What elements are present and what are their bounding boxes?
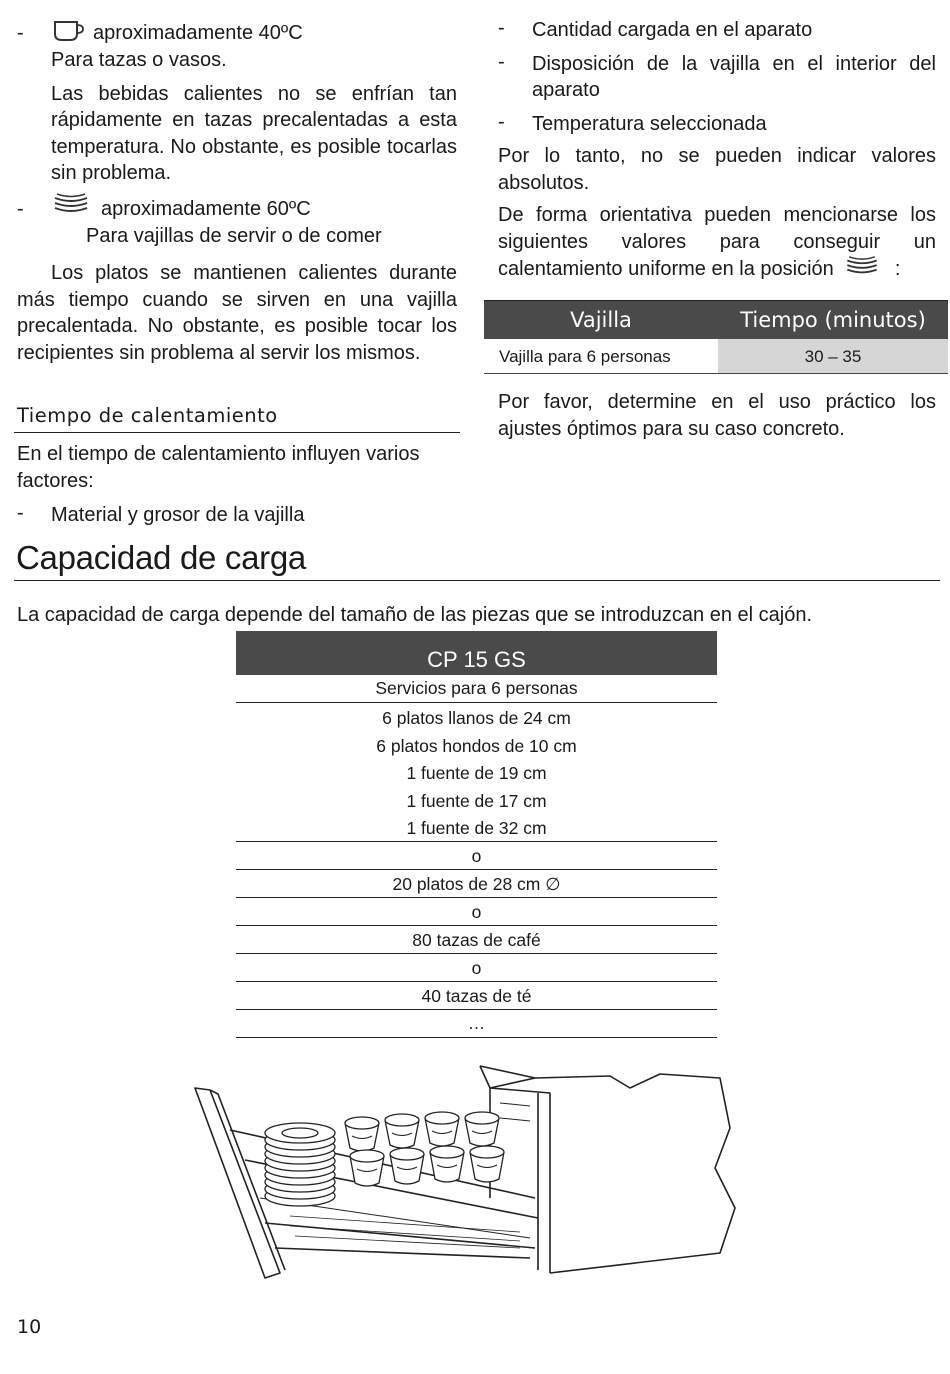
factor-bullet	[498, 51, 936, 104]
factor-amount: Cantidad cargada en el aparato	[532, 19, 813, 41]
table-row: 1 fuente de 19 cm	[406, 763, 547, 783]
table-row: …	[236, 1010, 717, 1038]
temp-item-60	[17, 196, 457, 224]
list-dash: -	[498, 110, 505, 133]
capacity-intro: La capacidad de carga depende del tamaño de las piezas que se introduzcan en el cajón.	[17, 604, 813, 626]
list-dash: -	[17, 22, 24, 44]
paragraph-plates: Los platos se mantienen calientes durante más tiempo cuando se sirven en una vajilla precalentada. No obstante, es posible tocar los recipientes sin problema al servir los mismos.	[17, 262, 457, 364]
right-column	[498, 17, 936, 283]
capacity-row-servings: Servicios para 6 personas	[375, 678, 578, 698]
section-rule	[14, 580, 940, 581]
temp-label-40: aproximadamente 40ºC	[93, 22, 303, 44]
paragraph-optimal: Por favor, determine en el uso práctico los ajustes óptimos para su caso concreto.	[498, 391, 936, 440]
left-column	[17, 20, 457, 366]
table-row: 1 fuente de 17 cm	[406, 790, 547, 811]
factor-material: Material y grosor de la vajilla	[51, 504, 305, 526]
model-name: CP 15 GS	[427, 647, 526, 672]
paragraph-guidance-text: De forma orientativa pueden mencionarse los siguientes valores para conseguir un calentamiento uniforme en la posición	[498, 204, 936, 280]
drawer-illustration	[190, 1048, 760, 1293]
cell-dishes: Vajilla para 6 personas	[499, 347, 671, 366]
factor-arrangement: Disposición de la vajilla en el interior del aparato	[532, 52, 936, 101]
cell-time: 30 – 35	[718, 339, 948, 373]
table-row: 6 platos hondos de 10 cm	[376, 735, 577, 756]
cup-icon	[53, 18, 85, 44]
temp-sub-60: Para vajillas de servir o de comer	[86, 224, 382, 247]
column-header-dishes: Vajilla	[570, 308, 632, 332]
temp-sub-40: Para tazas o vasos.	[51, 49, 227, 71]
paragraph-cups: Las bebidas calientes no se enfrían tan rápidamente en tazas precalentadas a esta temperatura. No obstante, es posible tocarlas sin problema.	[51, 82, 457, 184]
list-dash: -	[498, 50, 505, 73]
list-dash: -	[17, 502, 24, 524]
page-number: 10	[17, 1316, 42, 1338]
capacity-group	[236, 703, 717, 842]
table-row: o	[236, 954, 717, 982]
table-row: o	[236, 842, 717, 870]
list-dash: -	[17, 197, 24, 220]
table-row: 20 platos de 28 cm ∅	[236, 870, 717, 898]
factor-temperature: Temperatura seleccionada	[532, 112, 767, 135]
left-column-bottom	[17, 441, 457, 529]
list-dash: -	[498, 17, 505, 39]
table-row: 80 tazas de café	[236, 926, 717, 954]
stacked-plates-icon	[845, 255, 879, 277]
table-row: o	[236, 898, 717, 926]
heating-time-table	[484, 300, 948, 374]
paragraph-absolute: Por lo tanto, no se pueden indicar valores absolutos.	[498, 145, 936, 194]
stacked-plates-icon	[53, 192, 89, 216]
table-row	[484, 339, 948, 374]
factor-bullet	[17, 502, 457, 529]
paragraph-guidance-colon: :	[894, 258, 901, 280]
factor-bullet	[498, 111, 936, 138]
temp-item-40	[17, 20, 457, 48]
heading-rule	[14, 432, 460, 433]
paragraph-factors: En el tiempo de calentamiento influyen varios factores:	[17, 443, 420, 492]
factor-bullet	[498, 17, 936, 44]
capacity-table	[236, 631, 717, 1038]
temp-label-60: aproximadamente 60ºC	[101, 197, 311, 220]
table-row: 6 platos llanos de 24 cm	[382, 708, 571, 728]
table-row: 40 tazas de té	[236, 982, 717, 1010]
table-row: 1 fuente de 32 cm	[406, 818, 547, 838]
table-row	[236, 675, 717, 703]
table-header	[484, 301, 948, 339]
section-title-capacity: Capacidad de carga	[16, 539, 306, 576]
capacity-table-header	[236, 631, 717, 675]
section-heading-heating-time: Tiempo de calentamiento	[17, 404, 278, 427]
paragraph-guidance	[498, 202, 936, 283]
column-header-time: Tiempo (minutos)	[740, 308, 926, 332]
